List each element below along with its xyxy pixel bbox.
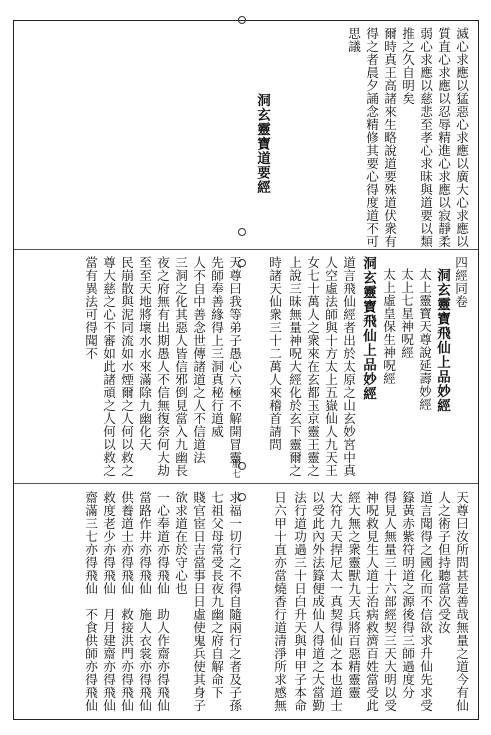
middle-body-column: 夜之府無有出期愚人不信無復奈何大劫 — [155, 256, 170, 477]
scripture-page — [13, 20, 479, 720]
bottom-verse-column: 供養道士亦得飛仙 救接洪門亦得飛仙 — [119, 491, 134, 712]
top-body-column: 思議 — [346, 27, 361, 53]
middle-body-column: 當有異法可得聞不 — [83, 256, 98, 360]
bottom-body-column: 經大無之衆靈獸九天兵將百惡精靈靈 — [346, 491, 361, 699]
closing-scripture-title: 洞玄靈寶道要經 — [254, 93, 270, 195]
bottom-body-column: 求福一切行之不得自隨兩行之者及子孫 — [227, 491, 242, 712]
companion-title: 太上虛皇保生神呪經 — [381, 268, 396, 385]
middle-body-column: 至至天地將壞水水來滿除九幽化天 — [137, 256, 152, 451]
middle-body-column: 道言飛仙經者出於太原之山玄妙宮中真 — [341, 256, 356, 477]
companion-title: 太上七星神呪經 — [399, 268, 414, 359]
middle-body-column: 三洞之化其惡人皆信邪倒見當入九幽長 — [173, 256, 188, 477]
panel-divider-lower — [14, 483, 478, 484]
bottom-body-column: 日六甲十直亦當燒香行道清淨所求感無 — [272, 491, 287, 712]
bottom-body-column: 賤官宦日吉當事日日虛使鬼兵使其身子 — [191, 491, 206, 712]
middle-body-column: 先師奉善緣得上三洞真秘行道威 — [209, 256, 224, 438]
bottom-body-column: 欲求道在於守心也 — [173, 491, 188, 595]
binding-hole-upper-middle — [238, 228, 246, 236]
bottom-verse-column: 一心奉道亦得飛仙 助人作齋亦得飛仙 — [155, 491, 170, 712]
middle-body-column: 上說三昧無量神呪大經化於玄下靈爾之 — [287, 256, 302, 477]
bottom-verse-column: 當路作井亦得飛仙 施人衣裳亦得飛仙 — [137, 491, 152, 712]
folio-number: 服七 — [230, 459, 240, 479]
top-body-column: 得之者晨夕誦念精修其要心得度道不可 — [364, 27, 379, 248]
companion-title: 太上靈寶天尊說延壽妙經 — [417, 268, 432, 411]
bottom-body-column: 法行道功過三十日白升天與申甲子本命 — [292, 491, 307, 712]
middle-body-column: 人不自中善念世傳諸道之人不信道法 — [191, 256, 206, 464]
bottom-verse-column: 齋滿三七亦得飛仙 不食供師亦得飛仙 — [83, 491, 98, 712]
scripture-title-repeat: 洞玄靈寶飛仙上品妙經 — [360, 256, 376, 401]
middle-body-column: 尊大慈之心不審如此諸頑之人何以救之 — [101, 256, 116, 477]
bottom-body-column: 人之術子但持聽當次受汝 — [436, 491, 451, 634]
middle-body-column: 天尊曰我等弟子愚心六極不解開冒靈 — [227, 256, 242, 464]
bottom-body-column: 道言聞得之國化而不信欲求升仙先求受 — [418, 491, 433, 712]
bottom-body-column: 得見人無量三十六部經契三天大明以受 — [382, 491, 397, 712]
section-label: 四經同卷 — [453, 256, 468, 308]
bottom-verse-column: 救度老少亦得飛仙 月月建齋亦得飛仙 — [101, 491, 116, 712]
top-body-column: 質直心求應以忍辱精進心求應以寂靜柔 — [436, 27, 451, 248]
middle-body-column: 民崩散與泥同流如水煙爾之人何以救之 — [119, 256, 134, 477]
bottom-body-column: 天尊曰汝所問甚是善哉無量之道今有仙 — [454, 491, 469, 712]
bottom-body-column: 神呪救見生人道士治病救濟百姓當受此 — [364, 491, 379, 712]
bottom-body-column: 籙黃赤紫符明道之源後得三師過度分 — [400, 491, 415, 699]
scripture-title: 洞玄靈寶飛仙上品妙經 — [434, 268, 450, 413]
top-body-column: 弱心求應以慈悲至孝心求昧與道要以類 — [418, 27, 433, 248]
middle-body-column: 時諸天仙衆三十二萬人來稽首請問 — [267, 256, 282, 451]
panel-divider-upper — [14, 249, 478, 250]
binding-hole-top — [238, 16, 246, 24]
top-body-column: 爾時真王高諸來生略說道要殊道伏衆有 — [382, 27, 397, 248]
bottom-body-column: 大符九天捍尼太一真契得仙之本也道士 — [328, 491, 343, 712]
middle-body-column: 女七十萬人之衆來在玄都玉京靈王靈之 — [305, 256, 320, 477]
top-body-column: 推之久自明矣 — [400, 27, 415, 105]
top-body-column: 滅心求應以猛惡心求應以廣大心求應以 — [454, 27, 469, 248]
bottom-body-column: 以受此內外法籙便成仙人得道之大當勤 — [310, 491, 325, 712]
middle-body-column: 人空虛法師與十方太上五嶽仙人九天王 — [323, 256, 338, 477]
bottom-body-column: 七祖父母常受長夜九幽之府自解命下 — [209, 491, 224, 699]
